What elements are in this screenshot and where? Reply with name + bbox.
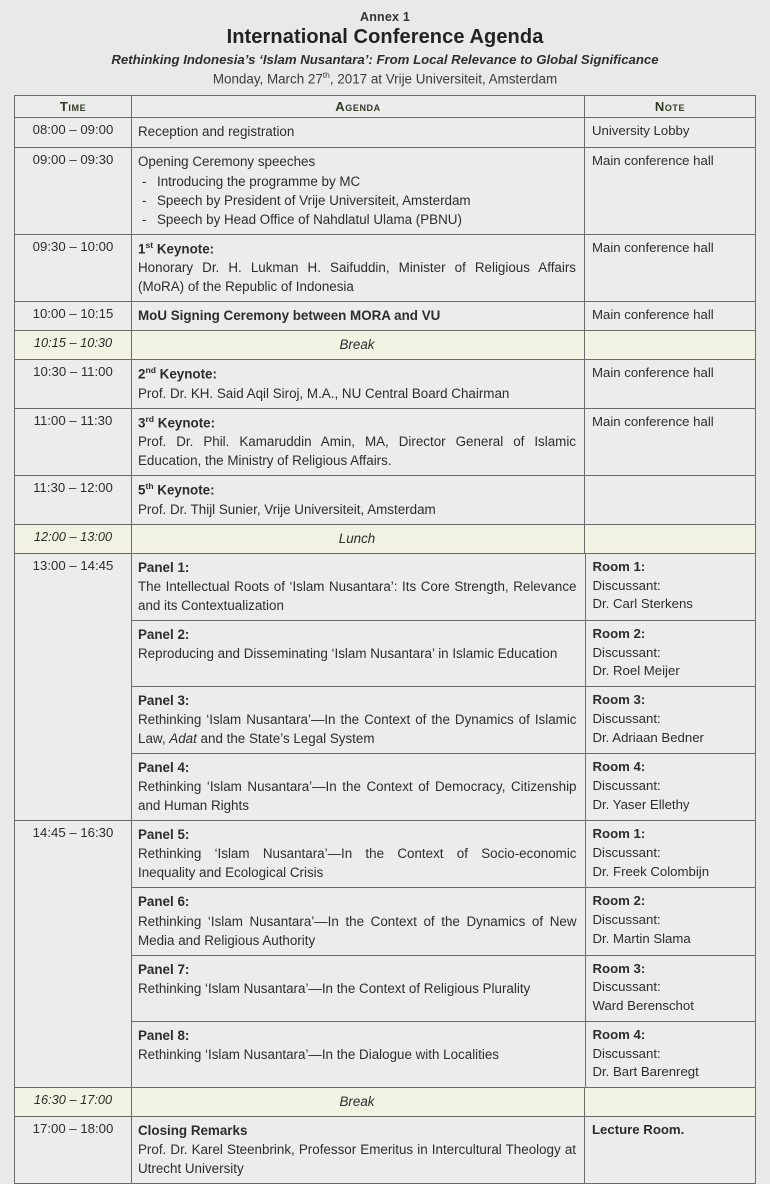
- time-cell: 16:30 – 17:00: [15, 1087, 132, 1116]
- panel-note-cell: [585, 554, 756, 621]
- panel-title: Panel 8:: [138, 1027, 190, 1043]
- discussant-name: Dr. Yaser Ellethy: [592, 796, 690, 812]
- table-header-row: [15, 96, 756, 118]
- keynote-number: 2: [138, 366, 146, 382]
- discussant-label: Discussant:: [592, 845, 661, 861]
- discussant-name: Dr. Freek Colombijn: [592, 863, 710, 879]
- discussant-name: Ward Berenschot: [592, 998, 694, 1014]
- keynote-ordinal: nd: [145, 365, 156, 376]
- agenda-cell: MoU Signing Ceremony between MORA and VU: [132, 302, 585, 331]
- column-header-time: Time: [15, 96, 132, 118]
- time-cell: 14:45 – 16:30: [15, 821, 132, 1088]
- note-cell: [585, 1087, 756, 1116]
- discussant-name: Dr. Roel Meijer: [592, 663, 680, 679]
- discussant-label: Discussant:: [592, 979, 661, 995]
- agenda-cell: [132, 408, 585, 476]
- panel-title: Panel 4:: [138, 760, 190, 776]
- keynote-ordinal: rd: [145, 413, 155, 424]
- agenda-cell: [132, 234, 585, 302]
- keynote-number: 3: [138, 415, 146, 431]
- note-cell: Main conference hall: [585, 360, 756, 409]
- agenda-cell: [132, 118, 585, 147]
- date-line: [14, 70, 756, 86]
- room-label: Room 4:: [592, 1026, 646, 1042]
- panel-description: Rethinking ‘Islam Nusantara’—In the Dialogue with Localities: [138, 1046, 499, 1062]
- discussant-label: Discussant:: [592, 710, 661, 726]
- panel-description: The Intellectual Roots of ‘Islam Nusantara’: Its Core Strength, Relevance and its Contextualization: [138, 578, 577, 613]
- time-cell: 11:00 – 11:30: [15, 408, 132, 476]
- agenda-title: Opening Ceremony speeches: [138, 153, 316, 169]
- agenda-title: Closing Remarks: [138, 1123, 248, 1139]
- table-row: [15, 476, 756, 525]
- time-cell: 13:00 – 14:45: [15, 553, 132, 820]
- time-cell: 09:30 – 10:00: [15, 234, 132, 302]
- discussant-name: Dr. Bart Barenregt: [592, 1064, 699, 1080]
- panel-agenda-cell: [132, 955, 585, 1021]
- panel-subtable: [132, 554, 756, 820]
- keynote-ordinal: th: [145, 481, 154, 492]
- panel-description: Rethinking ‘Islam Nusantara’—In the Context of Democracy, Citizenship and Human Rights: [138, 779, 577, 814]
- panel-row: [132, 621, 756, 687]
- discussant-name: Dr. Carl Sterkens: [592, 596, 693, 612]
- time-cell: 17:00 – 18:00: [15, 1117, 132, 1184]
- panel-agenda-cell: [132, 754, 585, 821]
- time-cell: 10:30 – 11:00: [15, 360, 132, 409]
- keynote-word: Keynote:: [154, 415, 216, 431]
- agenda-body: Prof. Dr. Karel Steenbrink, Professor Emeritus in Intercultural Theology at Utrecht University: [138, 1142, 576, 1177]
- agenda-cell: Break: [132, 331, 585, 360]
- panel-agenda-cell: [132, 554, 585, 621]
- room-label: Room 3:: [592, 692, 646, 708]
- panel-agenda-cell: [132, 888, 585, 955]
- column-header-note: Note: [585, 96, 756, 118]
- time-cell: 12:00 – 13:00: [15, 524, 132, 553]
- panel-title: Panel 5:: [138, 827, 190, 843]
- time-cell: 10:15 – 10:30: [15, 331, 132, 360]
- table-row-break: [15, 1087, 756, 1116]
- panel-description-pre: Rethinking ‘Islam Nusantara’—In the Context of the Dynamics of Islamic Law,: [138, 712, 577, 747]
- panel-description: Rethinking ‘Islam Nusantara’—In the Context of the Dynamics of New Media and Religious Authority: [138, 913, 577, 948]
- note-cell: University Lobby: [585, 118, 756, 147]
- note-cell: [585, 524, 756, 553]
- keynote-ordinal: st: [145, 239, 154, 250]
- keynote-label: [138, 480, 576, 500]
- list-item: - Introducing the programme by MC: [138, 172, 576, 191]
- panel-note-cell: [585, 955, 756, 1021]
- table-row-panel-group: [15, 821, 756, 1088]
- agenda-cell: [132, 147, 585, 234]
- page-title: International Conference Agenda: [226, 26, 544, 48]
- panel-title: Panel 6:: [138, 894, 190, 910]
- time-cell: 08:00 – 09:00: [15, 118, 132, 147]
- panel-description: Rethinking ‘Islam Nusantara’—In the Context of Socio-economic Inequality and Ecological Crisis: [138, 846, 577, 881]
- note-cell: Lecture Room.: [585, 1117, 756, 1184]
- discussant-label: Discussant:: [592, 778, 661, 794]
- agenda-cell: Break: [132, 1087, 585, 1116]
- panel-note-cell: [585, 1021, 756, 1087]
- room-label: Room 1:: [592, 826, 646, 842]
- page-subtitle: Rethinking Indonesia’s ‘Islam Nusantara’: From Local Relevance to Global Significance: [111, 52, 659, 67]
- discussant-name: Dr. Adriaan Bedner: [592, 729, 704, 745]
- table-row: [15, 302, 756, 331]
- panel-row: [132, 888, 756, 955]
- panel-description: Reproducing and Disseminating ‘Islam Nusantara’ in Islamic Education: [138, 646, 558, 662]
- keynote-word: Keynote:: [153, 241, 215, 257]
- discussant-label: Discussant:: [592, 644, 661, 660]
- table-row: [15, 118, 756, 147]
- panel-row: [132, 754, 756, 821]
- panel-note-cell: [585, 687, 756, 754]
- panel-group-container: [132, 553, 756, 820]
- note-cell: Main conference hall: [585, 234, 756, 302]
- date-suffix: , 2017 at Vrije Universiteit, Amsterdam: [329, 71, 558, 87]
- table-row: [15, 360, 756, 409]
- date-ordinal: th: [322, 70, 330, 80]
- panel-group-container: [132, 821, 756, 1088]
- discussant-name: Dr. Martin Slama: [592, 930, 691, 946]
- note-cell: Main conference hall: [585, 302, 756, 331]
- table-row: [15, 234, 756, 302]
- note-cell: Main conference hall: [585, 408, 756, 476]
- table-row: [15, 147, 756, 234]
- keynote-label: [138, 413, 576, 433]
- table-row: [15, 408, 756, 476]
- discussant-label: Discussant:: [592, 912, 661, 928]
- discussant-label: Discussant:: [592, 1045, 661, 1061]
- agenda-table: [14, 95, 756, 1184]
- panel-note-cell: [585, 821, 756, 888]
- agenda-body: Honorary Dr. H. Lukman H. Saifuddin, Minister of Religious Affairs (MoRA) of the Republic of Indonesia: [138, 260, 576, 295]
- note-cell: [585, 331, 756, 360]
- agenda-body: Prof. Dr. KH. Said Aqil Siroj, M.A., NU Central Board Chairman: [138, 385, 510, 401]
- keynote-number: 1: [138, 241, 146, 257]
- table-row-break: [15, 524, 756, 553]
- panel-title: Panel 3:: [138, 693, 190, 709]
- panel-agenda-cell: [132, 687, 585, 754]
- date-prefix: Monday, March 27: [212, 71, 323, 87]
- panel-note-cell: [585, 754, 756, 821]
- keynote-number: 5: [138, 482, 146, 498]
- agenda-bullet-list: [138, 172, 576, 229]
- panel-row: [132, 955, 756, 1021]
- panel-subtable: [132, 821, 756, 1087]
- panel-title: Panel 7:: [138, 961, 190, 977]
- panel-row: [132, 821, 756, 888]
- table-row-panel-group: [15, 553, 756, 820]
- panel-description-post: and the State’s Legal System: [196, 731, 375, 747]
- keynote-word: Keynote:: [155, 366, 217, 382]
- list-item: - Speech by President of Vrije Universiteit, Amsterdam: [138, 191, 576, 210]
- agenda-body: Prof. Dr. Thijl Sunier, Vrije Universiteit, Amsterdam: [138, 501, 436, 517]
- panel-row: [132, 1021, 756, 1087]
- time-cell: 10:00 – 10:15: [15, 302, 132, 331]
- room-label: Room 4:: [592, 759, 646, 775]
- agenda-cell: Lunch: [132, 524, 585, 553]
- keynote-label: [138, 364, 576, 384]
- agenda-body: Prof. Dr. Phil. Kamaruddin Amin, MA, Director General of Islamic Education, the Ministry of Religious Affairs.: [138, 434, 576, 469]
- panel-description-italic: Adat: [169, 731, 197, 747]
- panel-agenda-cell: [132, 821, 585, 888]
- panel-agenda-cell: [132, 621, 585, 687]
- keynote-word: Keynote:: [153, 482, 215, 498]
- room-label: Room 2:: [592, 893, 646, 909]
- list-item: - Speech by Head Office of Nahdlatul Ulama (PBNU): [138, 210, 576, 229]
- panel-row: [132, 554, 756, 621]
- panel-title: Panel 2:: [138, 627, 190, 642]
- panel-note-cell: [585, 621, 756, 687]
- keynote-label: [138, 239, 576, 259]
- time-cell: 11:30 – 12:00: [15, 476, 132, 525]
- panel-title: Panel 1:: [138, 559, 190, 575]
- room-label: Room 1:: [592, 558, 646, 574]
- agenda-cell: [132, 360, 585, 409]
- agenda-title: Reception and registration: [138, 124, 295, 140]
- time-cell: 09:00 – 09:30: [15, 147, 132, 234]
- panel-agenda-cell: [132, 1021, 585, 1087]
- annex-label: Annex 1: [359, 10, 411, 24]
- room-label: Room 3:: [592, 960, 646, 976]
- panel-row: [132, 687, 756, 754]
- note-cell: Main conference hall: [585, 147, 756, 234]
- document-header: [14, 10, 756, 86]
- panel-description: [138, 710, 577, 748]
- panel-note-cell: [585, 888, 756, 955]
- column-header-agenda: Agenda: [132, 96, 585, 118]
- table-row-break: [15, 331, 756, 360]
- discussant-label: Discussant:: [592, 577, 661, 593]
- table-row: [15, 1117, 756, 1184]
- panel-description: Rethinking ‘Islam Nusantara’—In the Context of Religious Plurality: [138, 980, 531, 996]
- agenda-cell: [132, 476, 585, 525]
- note-cell: [585, 476, 756, 525]
- room-label: Room 2:: [592, 626, 646, 641]
- agenda-cell: [132, 1117, 585, 1184]
